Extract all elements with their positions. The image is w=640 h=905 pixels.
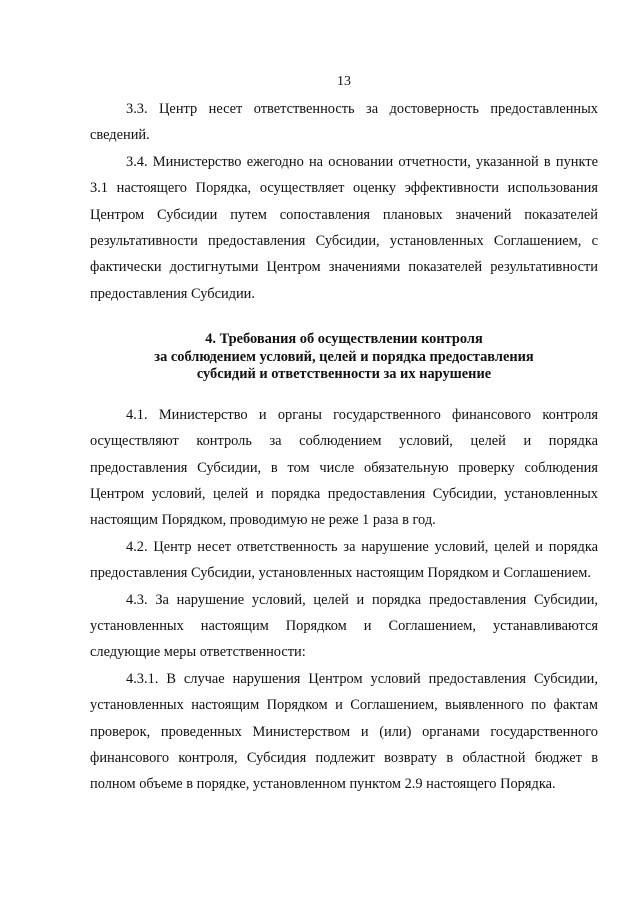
paragraph-3-4: 3.4. Министерство ежегодно на основании отчетности, указанной в пункте 3.1 настоящего Порядка, осуществляет оценку эффективности использования Центром Субсидии путем сопоставления плановых значений показателей результативности предоставления Субсидии, установленных Соглашением, с фактически достигнутыми Центром значениями показателей результативности предоставления Субсидии. — [90, 153, 598, 302]
paragraph-4-1: 4.1. Министерство и органы государственного финансового контроля осуществляют контроль за соблюдением условий, целей и порядка предоставления Субсидии, в том числе обязательную проверку соблюдения Центром условий, целей и порядка предоставления Субсидии, установленных настоящим Порядком, проводимую не реже 1 раза в год. — [90, 406, 598, 529]
paragraph-4-2: 4.2. Центр несет ответственность за нарушение условий, целей и порядка предоставления Субсидии, установленных настоящим Порядком и Соглашением. — [90, 538, 598, 582]
paragraph-4-3-1: 4.3.1. В случае нарушения Центром условий предоставления Субсидии, установленных настоящим Порядком и Соглашением, выявленного по фактам проверок, проведенных Министерством и (или) органами государственного финансового контроля, Субсидия подлежит возврату в областной бюджет в полном объеме в порядке, установленном пунктом 2.9 настоящего Порядка. — [90, 670, 598, 793]
section-heading-line: 4. Требования об осуществлении контроля — [205, 331, 483, 348]
section-heading-line: субсидий и ответственности за их нарушение — [196, 366, 492, 383]
section-heading — [90, 331, 598, 384]
page-number: 13 — [337, 74, 351, 89]
paragraph-3-3: 3.3. Центр несет ответственность за достоверность предоставленных сведений. — [90, 101, 598, 144]
document-page — [90, 0, 598, 905]
document-body — [90, 96, 598, 798]
section-heading-line: за соблюдением условий, целей и порядка предоставления — [154, 348, 534, 365]
paragraph-4-3: 4.3. За нарушение условий, целей и порядка предоставления Субсидии, установленных настоящим Порядком и Соглашением, устанавливаются следующие меры ответственности: — [90, 591, 598, 661]
